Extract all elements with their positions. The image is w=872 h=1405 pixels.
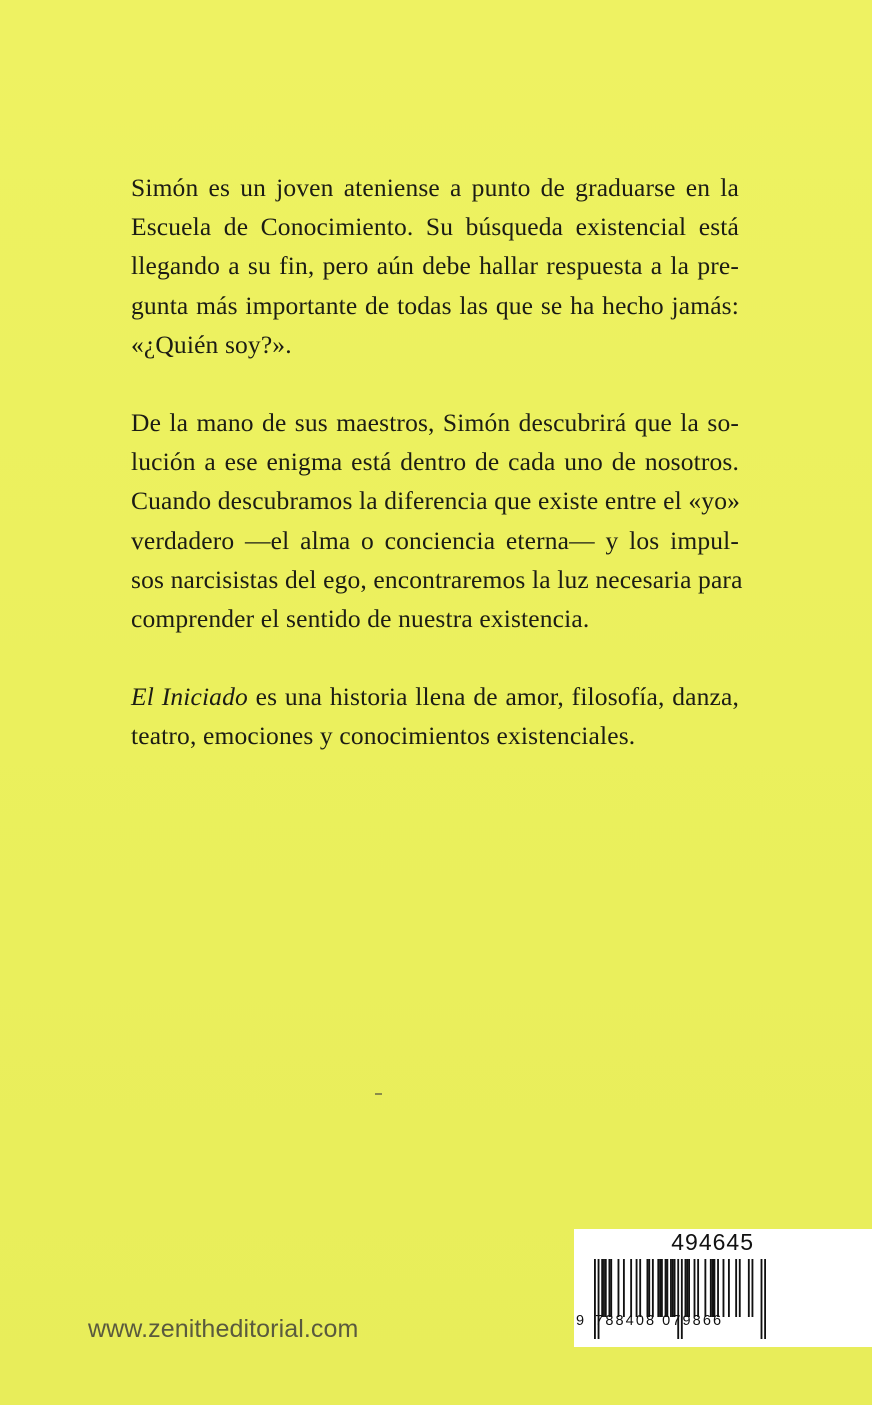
print-mark: [375, 1093, 382, 1095]
barcode-group-2: 079866: [662, 1313, 724, 1329]
blurb-line: llegando a su fin, pero aún debe hallar respuesta a la pre-: [131, 251, 739, 281]
blurb-line: lución a ese enigma está dentro de cada uno de nosotros.: [131, 447, 739, 477]
barcode-bar: [704, 1259, 706, 1317]
book-title: El Iniciado: [131, 682, 248, 712]
barcode-bar: [608, 1259, 610, 1317]
barcode-label: [574, 1229, 872, 1347]
barcode-bar: [630, 1259, 632, 1317]
barcode-bar: [603, 1259, 605, 1317]
barcode-bar: [652, 1259, 654, 1317]
barcode-bar: [697, 1259, 699, 1317]
barcode-bar: [605, 1259, 607, 1317]
blurb-paragraph-3: [131, 677, 739, 755]
barcode-bar: [666, 1259, 668, 1317]
barcode-bar: [657, 1259, 659, 1317]
blurb-line: teatro, emociones y conocimientos existenciales.: [131, 721, 636, 751]
barcode-bar: [728, 1259, 730, 1317]
barcode-bar: [752, 1259, 754, 1317]
barcode-bar: [672, 1259, 674, 1317]
barcode-bar: [636, 1259, 638, 1317]
blurb-line: sos narcisistas del ego, encontraremos la luz necesaria para: [131, 564, 743, 594]
barcode-bar: [610, 1259, 612, 1317]
barcode-bar: [674, 1259, 676, 1317]
barcode-bar: [639, 1259, 641, 1317]
blurb-line: «¿Quién soy?».: [131, 329, 292, 359]
barcode-bar: [623, 1259, 625, 1317]
barcode-bar: [686, 1259, 688, 1317]
barcode-bar: [648, 1259, 650, 1317]
barcode-bar: [723, 1259, 725, 1317]
barcode-bar: [688, 1259, 690, 1317]
blurb-line: Cuando descubramos la diferencia que existe entre el «yo»: [131, 486, 740, 516]
barcode-bar: [748, 1259, 750, 1317]
blurb-line: De la mano de sus maestros, Simón descubrirá que la so-: [131, 408, 739, 438]
blurb-line: gunta más importante de todas las que se ha hecho jamás:: [131, 290, 739, 320]
barcode-bar: [694, 1259, 696, 1317]
barcode-bar: [647, 1259, 649, 1317]
blurb-line: [131, 677, 739, 716]
blurb-text: [131, 168, 743, 795]
barcode-bar: [713, 1259, 715, 1317]
barcode-bar: [739, 1259, 741, 1317]
blurb-paragraph-2: [131, 403, 743, 638]
barcode-bar: [665, 1259, 667, 1317]
barcode-digits: [576, 1313, 768, 1329]
barcode-bar: [601, 1259, 603, 1317]
barcode-bar: [712, 1259, 714, 1317]
barcode-first-digit: 9: [576, 1313, 587, 1329]
barcode-bar: [618, 1259, 620, 1317]
blurb-line-rest: es una historia llena de amor, filosofía, danza,: [247, 682, 739, 712]
barcode-group-1: 788408: [595, 1313, 657, 1329]
barcode-bar: [670, 1259, 672, 1317]
blurb-paragraph-1: [131, 168, 739, 364]
blurb-line: verdadero —el alma o conciencia eterna— y los impul-: [131, 525, 739, 555]
barcode-code: 494645: [671, 1229, 754, 1255]
barcode-bar: [717, 1259, 719, 1317]
barcode-bar: [685, 1259, 687, 1317]
publisher-website: www.zenitheditorial.com: [88, 1315, 359, 1343]
barcode-bar: [659, 1259, 661, 1317]
barcode-bar: [661, 1259, 663, 1317]
barcode-bar: [710, 1259, 712, 1317]
blurb-line: Simón es un joven ateniense a punto de graduarse en la: [131, 173, 739, 202]
barcode-bar: [735, 1259, 737, 1317]
blurb-line: Escuela de Conocimiento. Su búsqueda existencial está: [131, 212, 739, 242]
blurb-line: comprender el sentido de nuestra existencia.: [131, 604, 590, 634]
